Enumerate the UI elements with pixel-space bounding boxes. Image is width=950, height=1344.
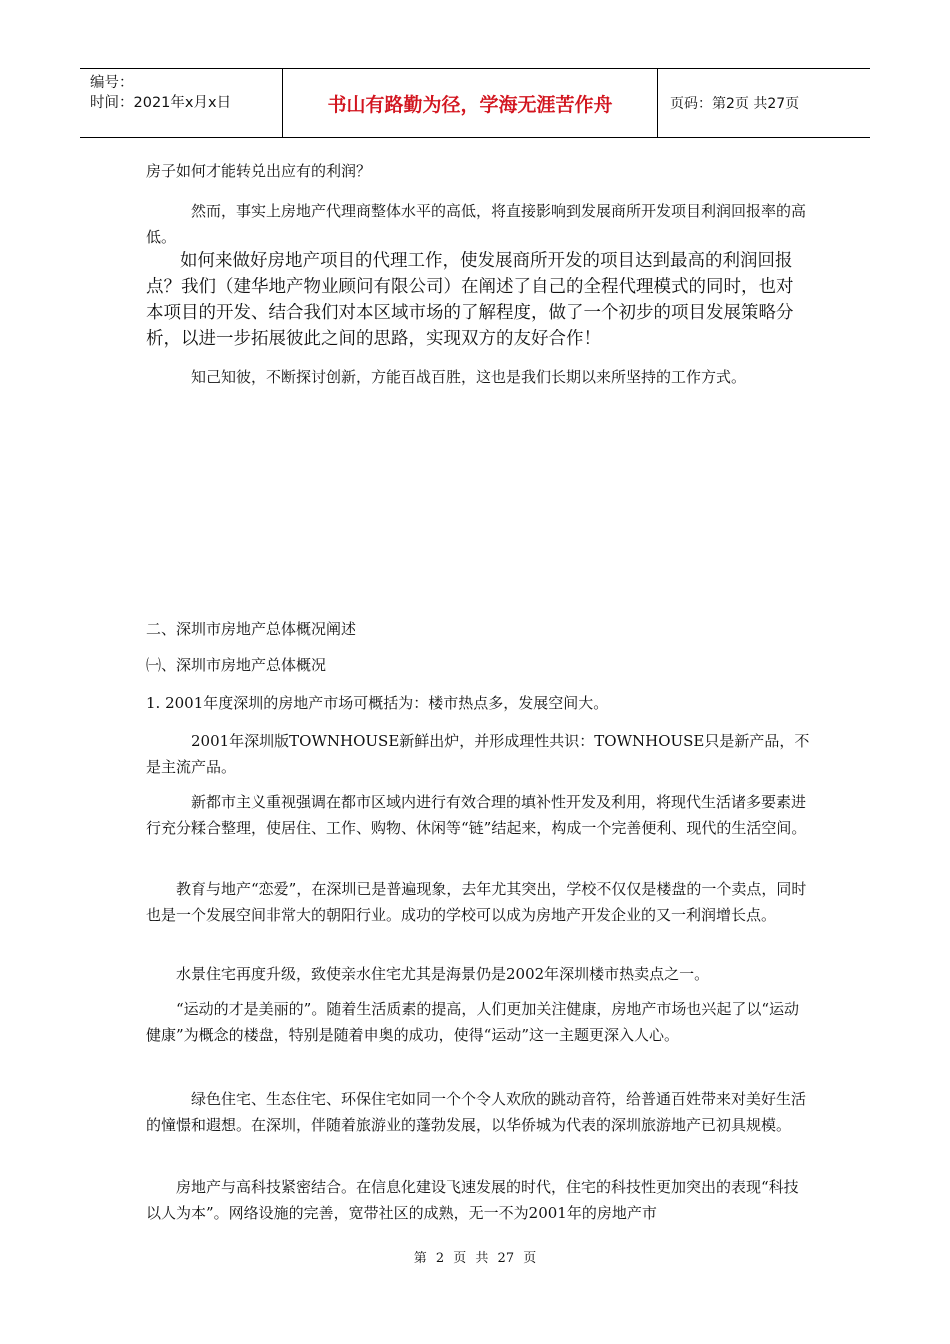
header-meta (80, 69, 282, 137)
section-heading: 二、深圳市房地产总体概况阐述 (146, 620, 357, 638)
paragraph-high-tech: 房地产与高科技紧密结合。在信息化建设飞速发展的时代，住宅的科技性更加突出的表现“科技以人为本”。网络设施的完善，宽带社区的成熟，无一不为2001年的房地产市 (146, 1178, 799, 1222)
paragraph-green-housing: 绿色住宅、生态住宅、环保住宅如同一个个令人欢欣的跳动音符，给普通百姓带来对美好生活的憧憬和遐想。在深圳，伴随着旅游业的蓬勃发展，以华侨城为代表的深圳旅游地产已初具规模。 (146, 1090, 807, 1134)
paragraph-agency-work: 如何来做好房地产项目的代理工作，使发展商所开发的项目达到最高的利润回报点？我们（建华地产物业顾问有限公司）在阐述了自己的全程代理模式的同时，也对本项目的开发、结合我们对本区域市场的了解程度，做了一个初步的项目发展策略分析，以进一步拓展彼此之间的思路，实现双方的友好合作！ (146, 251, 794, 349)
paragraph-sports: “运动的才是美丽的”。随着生活质素的提高，人们更加关注健康，房地产市场也兴起了以“运动健康”为概念的楼盘，特别是随着申奥的成功，使得“运动”这一主题更深入人心。 (146, 1000, 800, 1044)
document-date-label: 时间：2021年x月x日 (90, 95, 232, 111)
paragraph-education: 教育与地产“恋爱”，在深圳已是普遍现象，去年尤其突出，学校不仅仅是楼盘的一个卖点，同时也是一个发展空间非常大的朝阳行业。成功的学校可以成为房地产开发企业的又一利润增长点。 (146, 880, 807, 924)
paragraph-waterfront: 水景住宅再度升级，致使亲水住宅尤其是海景仍是2002年深圳楼市热卖点之一。 (176, 965, 710, 983)
paragraph-agency-level: 然而，事实上房地产代理商整体水平的高低，将直接影响到发展商所开发项目利润回报率的高低。 (146, 202, 807, 246)
header-page-number: 页码：第2页 共27页 (670, 96, 800, 112)
paragraph-townhouse: 2001年深圳版TOWNHOUSE新鲜出炉，并形成理性共识：TOWNHOUSE只是新产品，不是主流产品。 (146, 732, 810, 776)
paragraph-work-style: 知己知彼，不断探讨创新，方能百战百胜，这也是我们长期以来所坚持的工作方式。 (191, 368, 747, 386)
paragraph-new-urbanism: 新都市主义重视强调在都市区域内进行有效合理的填补性开发及利用，将现代生活诸多要素进行充分糅合整理，使居住、工作、购物、休闲等“链”结起来，构成一个完善便利、现代的生活空间。 (146, 793, 807, 837)
subsection-heading: ㈠、深圳市房地产总体概况 (146, 656, 327, 674)
page-header (80, 68, 870, 138)
header-motto: 书山有路勤为径，学海无涯苦作舟 (282, 69, 658, 137)
list-item-1: 1. 2001年度深圳的房地产市场可概括为：楼市热点多，发展空间大。 (146, 694, 609, 712)
paragraph-question: 房子如何才能转兑出应有的利润？ (146, 162, 372, 180)
page-footer: 第 2 页 共 27 页 (413, 1251, 537, 1266)
document-number-label: 编号： (90, 75, 134, 91)
